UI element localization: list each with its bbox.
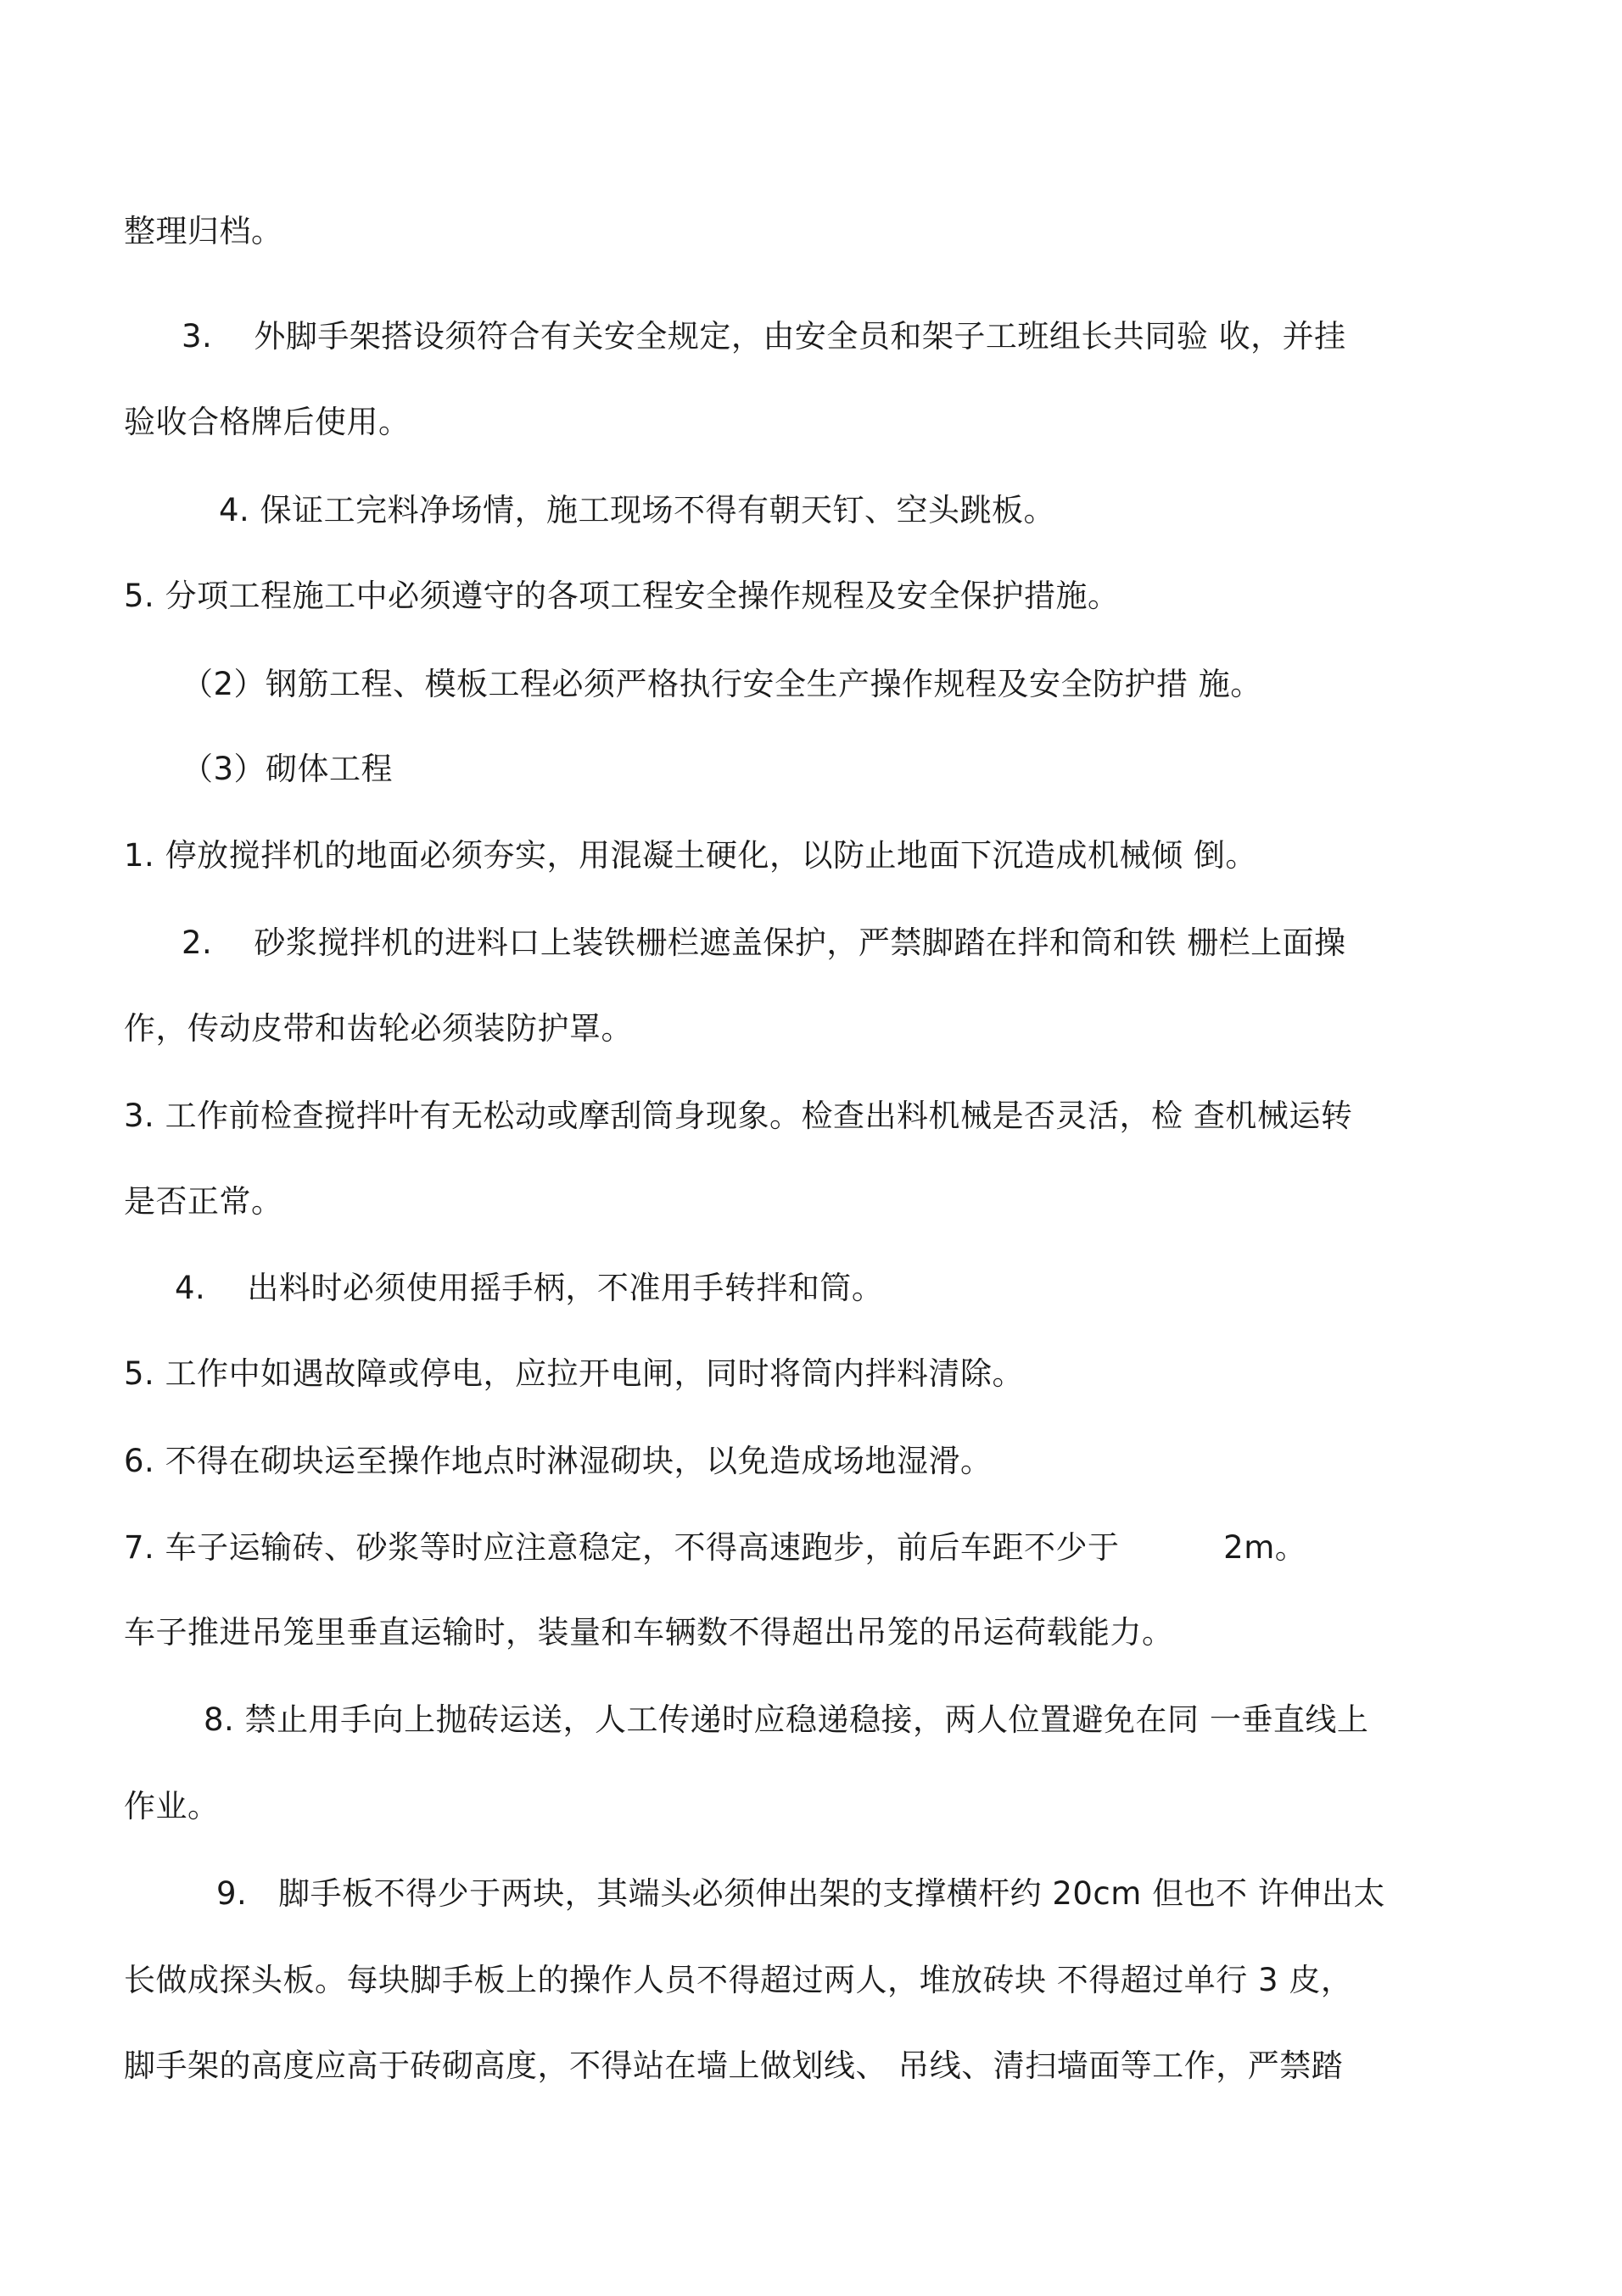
text-line: 5. 分项工程施工中必须遵守的各项工程安全操作规程及安全保护措施。	[124, 578, 1120, 614]
text-line: 8. 禁止用手向上抛砖运送，人工传递时应稳递稳接，两人位置避免在同 一垂直线上	[204, 1701, 1369, 1738]
text-line: 4. 出料时必须使用摇手柄，不准用手转拌和筒。	[175, 1270, 884, 1306]
text-line: 整理归档。	[124, 213, 283, 249]
section-heading: （3）砌体工程	[182, 751, 394, 787]
text-line: 脚手架的高度应高于砖砌高度，不得站在墙上做划线、 吊线、清扫墙面等工作，严禁踏	[124, 2047, 1344, 2084]
text-line: 4. 保证工完料净场情，施工现场不得有朝天钉、空头跳板。	[219, 492, 1056, 528]
text-line: 长做成探头板。每块脚手板上的操作人员不得超过两人，堆放砖块 不得超过单行 3 皮，	[124, 1962, 1353, 1998]
text-line: 5. 工作中如遇故障或停电，应拉开电闸，同时将筒内拌料清除。	[124, 1355, 1025, 1392]
text-line: 1. 停放搅拌机的地面必须夯实，用混凝土硬化，以防止地面下沉造成机械倾 倒。	[124, 837, 1257, 874]
text-line: 3. 外脚手架搭设须符合有关安全规定，由安全员和架子工班组长共同验 收，并挂	[182, 318, 1346, 355]
text-line: 7. 车子运输砖、砂浆等时应注意稳定，不得高速跑步，前后车距不少于 2m。	[124, 1529, 1307, 1566]
text-line: 9. 脚手板不得少于两块，其端头必须伸出架的支撑横杆约 20cm 但也不 许伸出太	[216, 1875, 1385, 1912]
text-line: （2）钢筋工程、模板工程必须严格执行安全生产操作规程及安全防护措 施。	[182, 666, 1262, 702]
text-line: 3. 工作前检查搅拌叶有无松动或摩刮筒身现象。检查出料机械是否灵活，检 查机械运转	[124, 1098, 1353, 1134]
text-line: 验收合格牌后使用。	[124, 404, 411, 440]
text-line: 作业。	[124, 1788, 220, 1824]
text-line: 6. 不得在砌块运至操作地点时淋湿砌块，以免造成场地湿滑。	[124, 1443, 993, 1479]
text-line: 2. 砂浆搅拌机的进料口上装铁栅栏遮盖保护，严禁脚踏在拌和筒和铁 栅栏上面操	[182, 925, 1346, 961]
text-line: 车子推进吊笼里垂直运输时，装量和车辆数不得超出吊笼的吊运荷载能力。	[124, 1614, 1174, 1651]
text-line: 是否正常。	[124, 1183, 283, 1220]
text-line: 作，传动皮带和齿轮必须装防护罩。	[124, 1010, 633, 1047]
